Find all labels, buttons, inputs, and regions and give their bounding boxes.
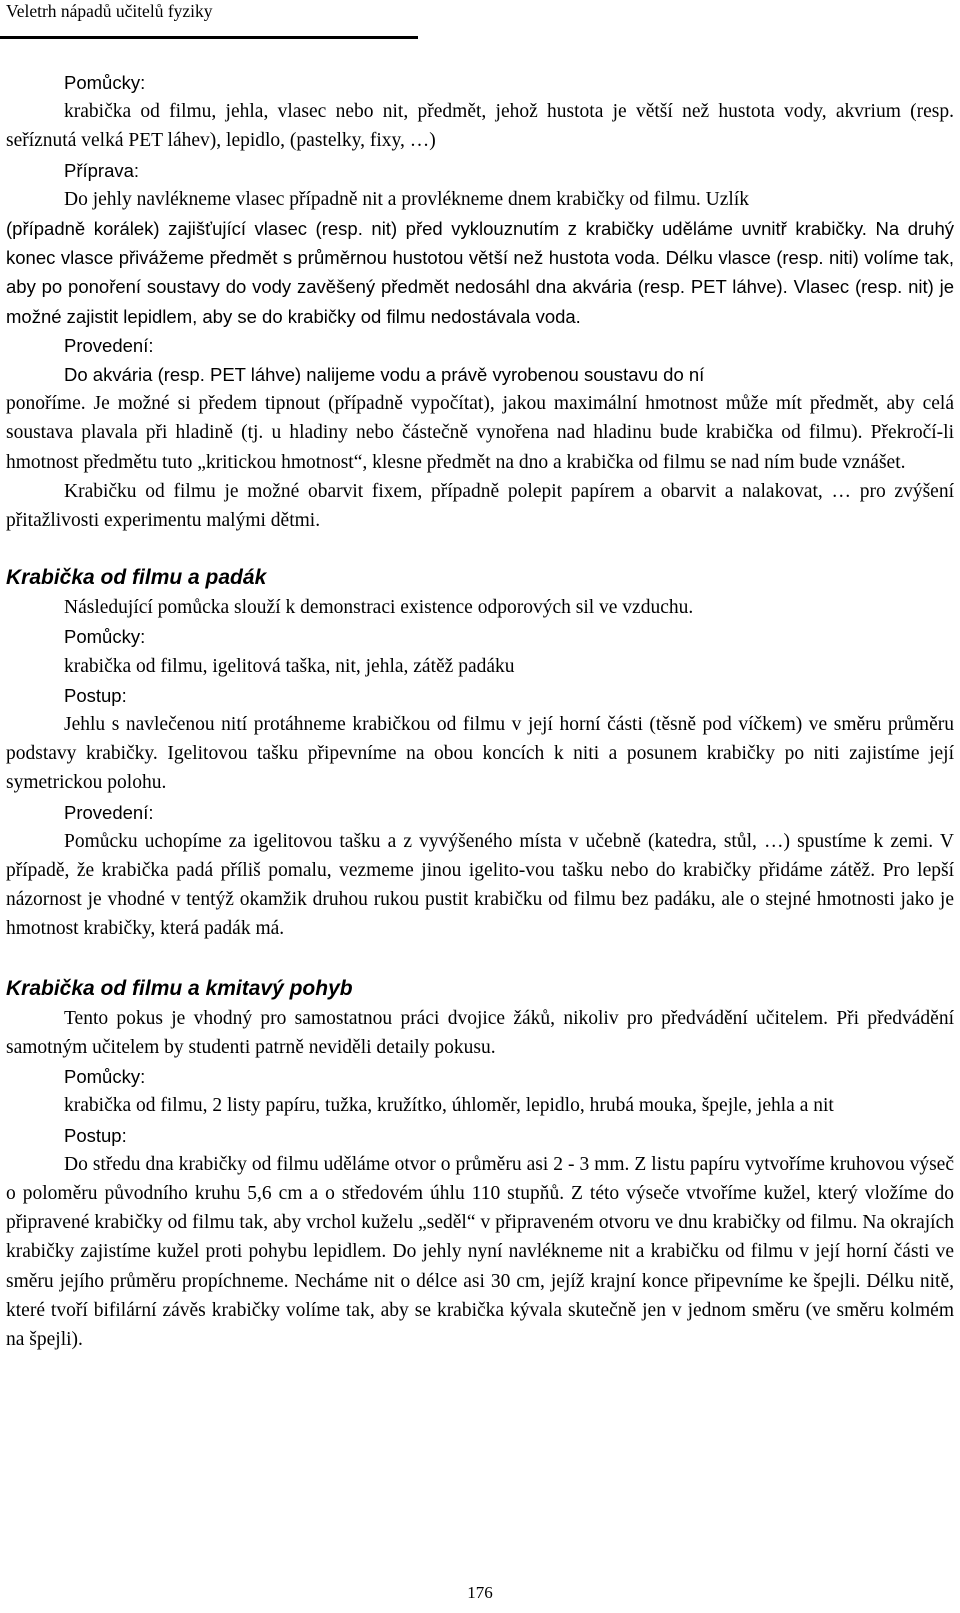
priprava-text-line1: Do jehly navlékneme vlasec případně nit a provlékneme dnem krabičky od filmu. Uzlík [64,188,749,210]
note-paragraph: Krabičku od filmu je možné obarvit fixem, případně polepit papírem a obarvit a nalakovat, … pro zvýšení přitažlivosti experimentu malými dětmi. [6,480,954,532]
pomucky-text: krabička od filmu, jehla, vlasec nebo nit, předmět, jehož hustota je větší než hustota vody, akvrium (resp. seříznutá velká PET láhev), lepidlo, (pastelky, fixy, …) [6,101,954,152]
provedeni-text: ponoříme. Je možné si předem tipnout (případně vypočítat), jakou maximální hmotnost může mít předmět, aby celá soustava plavala při hladině (tj. u hladiny nebo částečně vynořena nad hladinu bude krabička od filmu). Překročí-li hmotnost předmětu tuto „kritickou hmotnost“, klesne předmět na dno a krabička od filmu se nad ním bude vznášet. [6,393,954,473]
pomucky-label: Pomůcky: [64,626,146,648]
provedeni-label: Provedení: [64,334,154,356]
header-rule [0,36,418,39]
page-number: 176 [467,1583,493,1602]
provedeni-label: Provedení: [64,801,154,823]
pomucky-text: krabička od filmu, igelitová taška, nit, jehla, zátěž padáku [64,655,515,677]
postup-text: Do středu dna krabičky od filmu uděláme otvor o průměru asi 2 - 3 mm. Z listu papíru vytvoříme kruhovou výseč o poloměru původního kruhu 5,6 cm a o středovém úhlu 110 stupňů. Z této výseče vtvoříme kužel, který vložíme do připravené krabičky od filmu tak, aby vrchol kuželu „seděl“ v připraveném otvoru ve dnu krabičky od filmu. Na okrajích krabičky zajistíme kužel proti pohybu lepidlem. Do jehly nyní navlékneme nit a krabičku od filmu v její horní části ve směru jejího průměru propíchneme. Necháme nit o délce asi 30 cm, jejíž krajní konce připevníme ke špejli. Délku nitě, které tvoří bifilární závěs krabičky volíme tak, aby se krabička kývala skutečně jen v jednom směru (ve směru kolmém na špejli). [6,1153,954,1350]
section2-intro: Následující pomůcka slouží k demonstraci existence odporových sil ve vzduchu. [64,597,694,619]
section3-intro: Tento pokus je vhodný pro samostatnou práci dvojice žáků, nikoliv pro předvádění učitelem. Při předvádění samotným učitelem by studenti patrně neviděli detaily pokusu. [6,1007,954,1058]
postup-label: Postup: [64,684,127,706]
provedeni-text-line1: Do akvária (resp. PET láhve) nalijeme vodu a právě vyrobenou soustavu do ní [64,364,705,386]
running-header: Veletrh nápadů učitelů fyziky [6,1,213,21]
section-heading-kmitavy-pohyb: Krabička od filmu a kmitavý pohyb [6,976,353,1000]
pomucky-text: krabička od filmu, 2 listy papíru, tužka, kružítko, úhloměr, lepidlo, hrubá mouka, špejle, jehla a nit [64,1095,834,1117]
pomucky-label: Pomůcky: [64,1066,146,1088]
priprava-label: Příprava: [64,159,140,181]
postup-text: Jehlu s navlečenou nití protáhneme krabičkou od filmu v její horní části (těsně pod víčkem) ve směru průměru podstavy krabičky. Igelitovou tašku připevníme na obou koncích k niti a posunem krabičky po niti zajistíme její symetrickou polohu. [6,714,954,794]
postup-label: Postup: [64,1124,127,1146]
priprava-text: (případně korálek) zajišťující vlasec (resp. nit) před vyklouznutím z krabičky uděláme uvnitř krabičky. Na druhý konec vlasce přivážeme předmět s průměrnou hustotou větší než hustota voda. Délku vlasce (resp. niti) volíme tak, aby po ponoření soustavy do vody zavěšený předmět nedosáhl dna akvária (resp. PET láhve). Vlasec (resp. nit) je možné zajistit lepidlem, aby se do krabičky od filmu nedostávala voda. [6,218,954,327]
pomucky-label: Pomůcky: [64,72,146,93]
section-heading-padak: Krabička od filmu a padák [6,566,267,590]
provedeni-text: Pomůcku uchopíme za igelitovou tašku a z vyvýšeného místa v učebně (katedra, stůl, …) spustíme k zemi. V případě, že krabička padá příliš pomalu, vezmeme jinou igelito-vou tašku nebo do krabičky přidáme zátěž. Pro lepší názornost je vhodné v tentýž okamžik druhou rukou pustit krabičku od filmu bez padáku, ale o stejné hmotnosti jako je hmotnost krabičky, která padák má. [6,830,954,940]
page-content [6,68,954,1354]
